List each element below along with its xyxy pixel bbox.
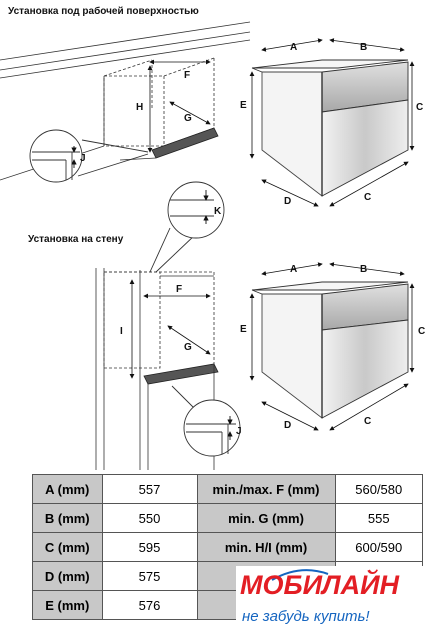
dim-label-D-wall: D: [284, 420, 292, 431]
row-value-2: 560/580: [335, 475, 423, 504]
row-value: 550: [102, 504, 197, 533]
caption-under-counter: Установка под рабочей поверхностью: [8, 6, 199, 17]
dim-label-G-wall: G: [184, 342, 192, 353]
detail-circle-K: [150, 182, 224, 272]
row-label: B (mm): [33, 504, 103, 533]
row-label-2: min./max. F (mm): [197, 475, 335, 504]
row-label: A (mm): [33, 475, 103, 504]
table-row: [33, 533, 423, 562]
row-value-2: 555: [335, 504, 423, 533]
row-label: C (mm): [33, 533, 103, 562]
dim-label-C-bottom-top: C: [364, 192, 372, 203]
dim-label-E-top: E: [240, 100, 247, 111]
row-value-2: 600/590: [335, 533, 423, 562]
dim-label-H: H: [136, 102, 144, 113]
dim-label-A-top: A: [290, 42, 298, 53]
dim-label-F-wall: F: [176, 284, 183, 295]
table-row: [33, 504, 423, 533]
dim-label-C-right-top: C: [416, 102, 424, 113]
row-label-2: min. G (mm): [197, 504, 335, 533]
logo-name: МОБИЛАЙН: [240, 570, 399, 600]
detail-circle-J-wall: [172, 386, 240, 456]
dim-label-A-wall: A: [290, 264, 298, 275]
dim-label-G-top: G: [184, 113, 192, 124]
mobilain-logo: [236, 566, 447, 640]
dim-label-C-bottom-wall: C: [364, 416, 372, 427]
dim-label-K: K: [214, 206, 222, 217]
row-value: 576: [102, 591, 197, 620]
dim-label-D-top: D: [284, 196, 292, 207]
dim-label-B-top: B: [360, 42, 368, 53]
caption-wall-mount: Установка на стену: [28, 234, 124, 245]
table-row: [33, 475, 423, 504]
row-label: D (mm): [33, 562, 103, 591]
dim-label-C-right-wall: C: [418, 326, 426, 337]
dim-label-J-wall: J: [236, 426, 242, 437]
dim-label-E-wall: E: [240, 324, 247, 335]
row-label-2: min. H/I (mm): [197, 533, 335, 562]
detail-circle-J-top: [30, 130, 148, 182]
row-value: 595: [102, 533, 197, 562]
row-value: 575: [102, 562, 197, 591]
dim-label-B-wall: B: [360, 264, 368, 275]
row-value: 557: [102, 475, 197, 504]
dim-label-J-top: J: [80, 153, 86, 164]
dim-label-I: I: [120, 326, 123, 337]
logo-tagline: не забудь купить!: [242, 608, 370, 625]
dim-label-F-top: F: [184, 70, 191, 81]
row-label: E (mm): [33, 591, 103, 620]
